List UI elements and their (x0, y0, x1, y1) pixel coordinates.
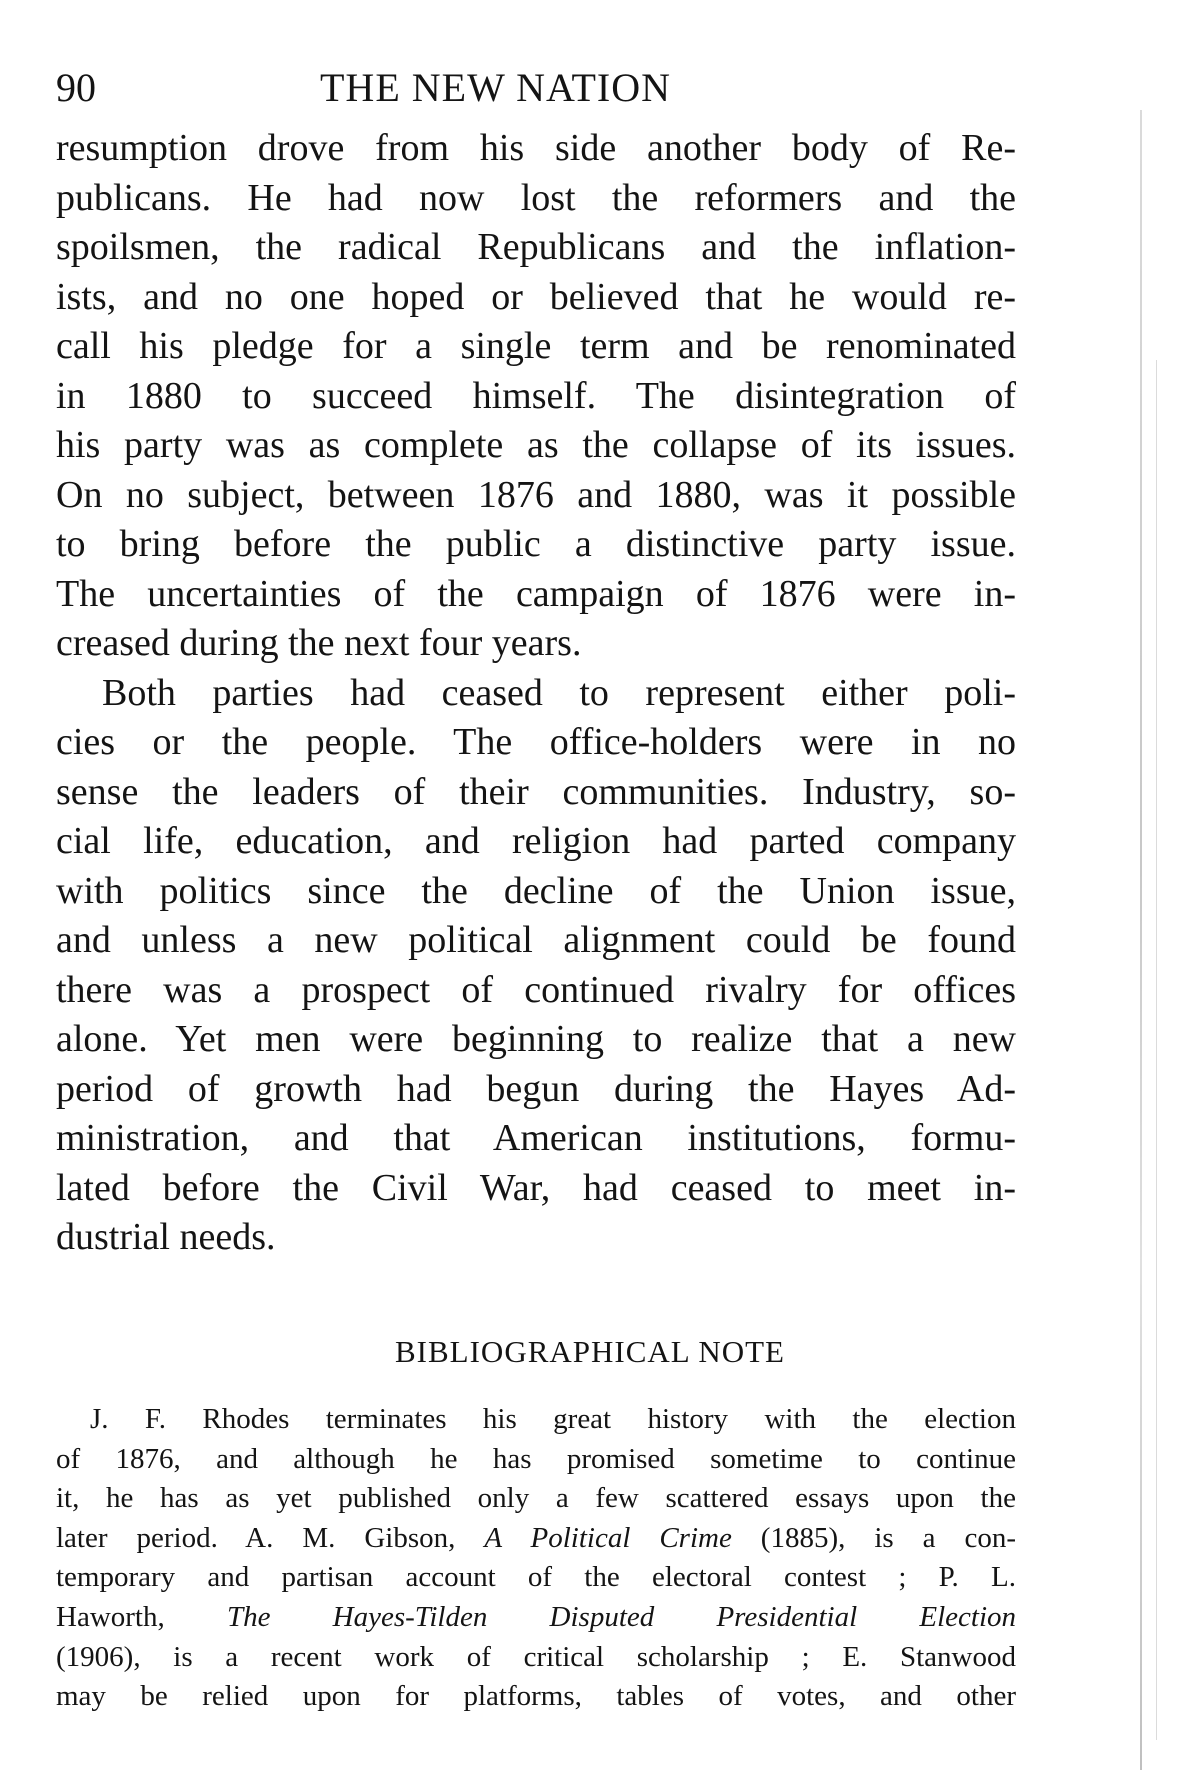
note-line (56, 1598, 1016, 1638)
note-line: may be relied upon for platforms, tables of votes, and other (56, 1680, 1016, 1713)
text-line: resumption drove from his side another body of Re- (56, 127, 1016, 169)
text-line: and unless a new political alignment could be found (56, 919, 1016, 961)
note-line: it, he has as yet published only a few scattered essays upon the (56, 1482, 1016, 1515)
text-line: alone. Yet men were beginning to realize that a new (56, 1018, 1016, 1060)
text-line: ministration, and that American institutions, formu- (56, 1117, 1016, 1159)
text-line: with politics since the decline of the Union issue, (56, 869, 1016, 912)
text-line: period of growth had begun during the Hayes Ad- (56, 1067, 1016, 1110)
note-line: J. F. Rhodes terminates his great history with the election (90, 1403, 1016, 1435)
text-line: cial life, education, and religion had parted company (56, 820, 1016, 862)
main-text (56, 124, 1016, 1263)
text-line: cies or the people. The office-holders were in no (56, 721, 1016, 763)
text-line: in 1880 to succeed himself. The disintegration of (56, 374, 1016, 417)
text-line: his party was as complete as the collapse of its issues. (56, 424, 1016, 466)
text-line: creased during the next four years. (56, 622, 582, 664)
text-line: call his pledge for a single term and be renominated (56, 325, 1016, 367)
text-line: On no subject, between 1876 and 1880, was it possible (56, 473, 1016, 516)
note-line: of 1876, and although he has promised sometime to continue (56, 1442, 1016, 1475)
running-title: THE NEW NATION (320, 65, 671, 110)
page-edge-shadow (1140, 110, 1142, 1770)
book-title-a-political-crime: A Political Crime (484, 1521, 732, 1554)
text-line: lated before the Civil War, had ceased to meet in- (56, 1166, 1016, 1209)
text-line: dustrial needs. (56, 1216, 276, 1258)
text-line: there was a prospect of continued rivalry for offices (56, 968, 1016, 1011)
bibliographical-note (56, 1400, 1016, 1717)
text-line: sense the leaders of their communities. Industry, so- (56, 770, 1016, 813)
book-title-hayes-tilden: The Hayes-Tilden Disputed Presidential Election (226, 1600, 1016, 1633)
page-header (0, 58, 1180, 118)
text-line: to bring before the public a distinctive party issue. (56, 523, 1016, 565)
text-line: publicans. He had now lost the reformers and the (56, 176, 1016, 219)
note-text: Haworth, (56, 1600, 227, 1633)
note-line: temporary and partisan account of the electoral contest ; P. L. (56, 1561, 1016, 1594)
page-edge-shadow (1156, 360, 1157, 1740)
note-text: later period. A. M. Gibson, (56, 1521, 485, 1554)
text-line: spoilsmen, the radical Republicans and the inflation- (56, 226, 1016, 268)
note-text: (1885), is a con- (731, 1521, 1016, 1554)
note-line: (1906), is a recent work of critical scholarship ; E. Stanwood (56, 1640, 1016, 1673)
text-line: Both parties had ceased to represent either poli- (102, 671, 1016, 714)
page-number: 90 (56, 65, 96, 110)
text-line: ists, and no one hoped or believed that he would re- (56, 275, 1016, 318)
bibliographical-note-title: BIBLIOGRAPHICAL NOTE (395, 1334, 785, 1369)
text-line: The uncertainties of the campaign of 1876 were in- (56, 572, 1016, 615)
note-line (56, 1519, 1016, 1559)
